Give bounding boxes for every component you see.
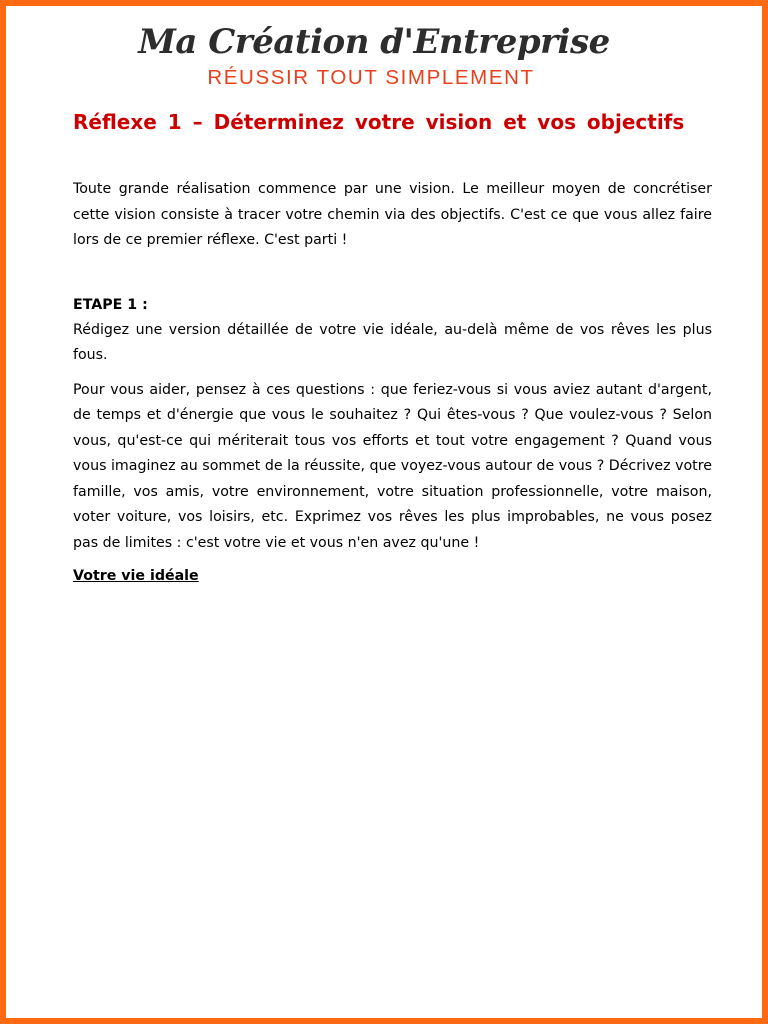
brand-header	[6, 20, 762, 90]
document-title: Réflexe 1 – Déterminez votre vision et vos objectifs	[73, 110, 685, 134]
step-paragraph: Rédigez une version détaillée de votre vie idéale, au-delà même de vos rêves les plus fous.	[73, 321, 712, 363]
brand-logo-title: Ma Création d'Entreprise	[138, 22, 610, 62]
document-body	[73, 107, 712, 589]
help-paragraph: Pour vous aider, pensez à ces questions : que feriez-vous si vous aviez autant d'argent, de temps et d'énergie que vous le souhaitez ? Qui êtes-vous ? Que voulez-vous ? Selon vous, qu'est-ce qui mériterait tous vos efforts et tout votre engagement ? Quand vous vous imaginez au sommet de la réussite, que voyez-vous autour de vous ? Décrivez votre famille, vos amis, votre environnement, votre situation professionnelle, votre maison, voter voiture, vos loisirs, etc. Exprimez vos rêves les plus improbables, ne vous posez pas de limites : c'est votre vie et vous n'en avez qu'une !	[73, 381, 712, 551]
section-heading-ideal-life: Votre vie idéale	[73, 568, 199, 584]
brand-tagline: RÉUSSIR TOUT SIMPLEMENT	[207, 66, 535, 89]
intro-paragraph: Toute grande réalisation commence par une vision. Le meilleur moyen de concrétiser cette vision consiste à tracer votre chemin via des objectifs. C'est ce que vous allez faire lors de ce premier réflexe. C'est parti !	[73, 181, 712, 248]
step-heading: ETAPE 1 :	[73, 296, 148, 313]
